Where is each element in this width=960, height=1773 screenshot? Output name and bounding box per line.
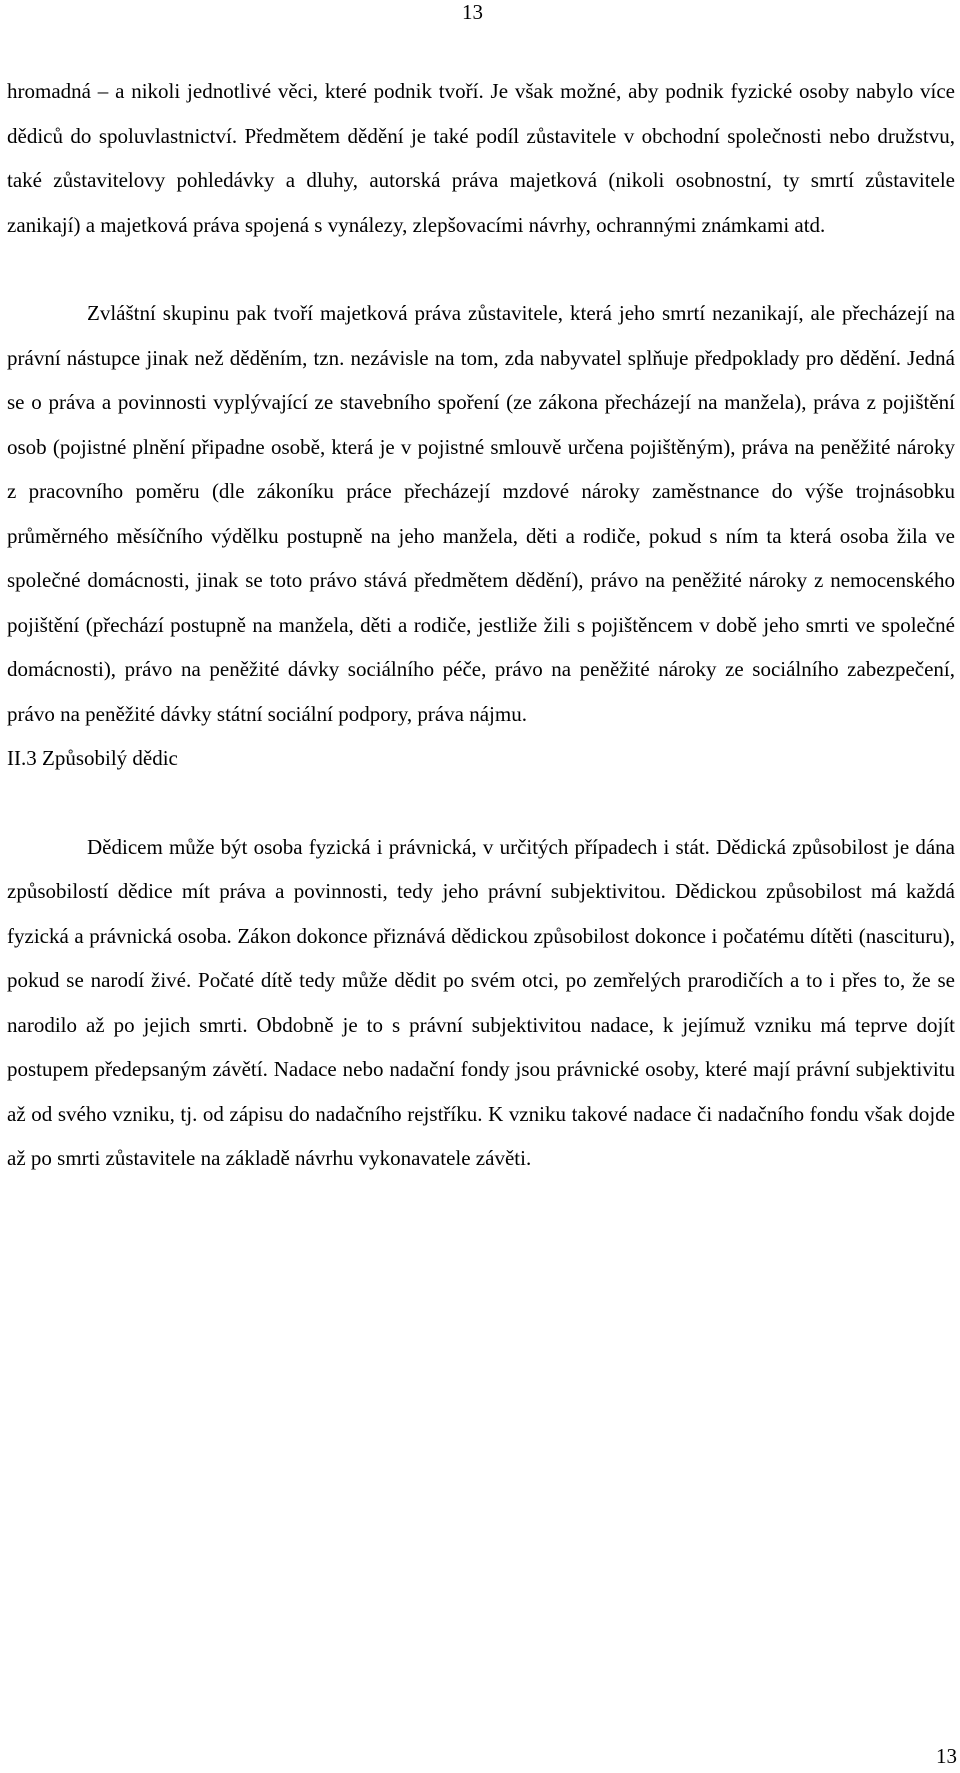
page-number-bottom: 13	[936, 1744, 957, 1768]
paragraph-special-rights: Zvláštní skupinu pak tvoří majetková práva zůstavitele, která jeho smrtí nezanikají, ale přecházejí na právní nástupce jinak než děděním, tzn. nezávisle na tom, zda nabyvatel splňuje předpoklady pro dědění. Jedná se o práva a povinnosti vyplývající ze stavebního spoření (ze zákona přecházejí na manžela), práva z pojištění osob (pojistné plnění připadne osobě, která je v pojistné smlouvě určena pojištěným), práva na peněžité nároky z pracovního poměru (dle zákoníku práce přecházejí mzdové nároky zaměstnance do výše trojnásobku průměrného měsíčního výdělku postupně na jeho manžela, děti a rodiče, pokud s ním ta která osoba žila ve společné domácnosti, jinak se toto právo stává předmětem dědění), právo na peněžité nároky z nemocenského pojištění (přechází postupně na manžela, děti a rodiče, jestliže žili s pojištěncem v době jeho smrti ve společné domácnosti), právo na peněžité dávky sociálního péče, právo na peněžité nároky ze sociálního zabezpečení, právo na peněžité dávky státní sociální podpory, práva nájmu.	[7, 301, 955, 726]
paragraph-inheritance-subject: hromadná – a nikoli jednotlivé věci, které podnik tvoří. Je však možné, aby podnik fyzické osoby nabylo více dědiců do spoluvlastnictví. Předmětem dědění je také podíl zůstavitele v obchodní společnosti nebo družstvu, také zůstavitelovy pohledávky a dluhy, autorská práva majetková (nikoli osobnostní, ty smrtí zůstavitele zanikají) a majetková práva spojená s vynálezy, zlepšovacími návrhy, ochrannými známkami atd.	[7, 79, 955, 237]
section-heading: II.3 Způsobilý dědic	[7, 746, 178, 770]
document-body	[7, 69, 955, 1181]
page-number-top: 13	[462, 0, 483, 24]
paragraph-eligible-heir: Dědicem může být osoba fyzická i právnická, v určitých případech i stát. Dědická způsobilost je dána způsobilostí dědice mít práva a povinnosti, tedy jeho právní subjektivitou. Dědickou způsobilost má každá fyzická a právnická osoba. Zákon dokonce přiznává dědickou způsobilost dokonce i počatému dítěti (nascituru), pokud se narodí živé. Počaté dítě tedy může dědit po svém otci, po zemřelých prarodičích a to i přes to, že se narodilo až po jejich smrti. Obdobně je to s právní subjektivitou nadace, k jejímuž vzniku má teprve dojít postupem předepsaným závětí. Nadace nebo nadační fondy jsou právnické osoby, které mají právní subjektivitu až od svého vzniku, tj. od zápisu do nadačního rejstříku. K vzniku takové nadace či nadačního fondu však dojde až po smrti zůstavitele na základě návrhu vykonavatele závěti.	[7, 834, 955, 1170]
